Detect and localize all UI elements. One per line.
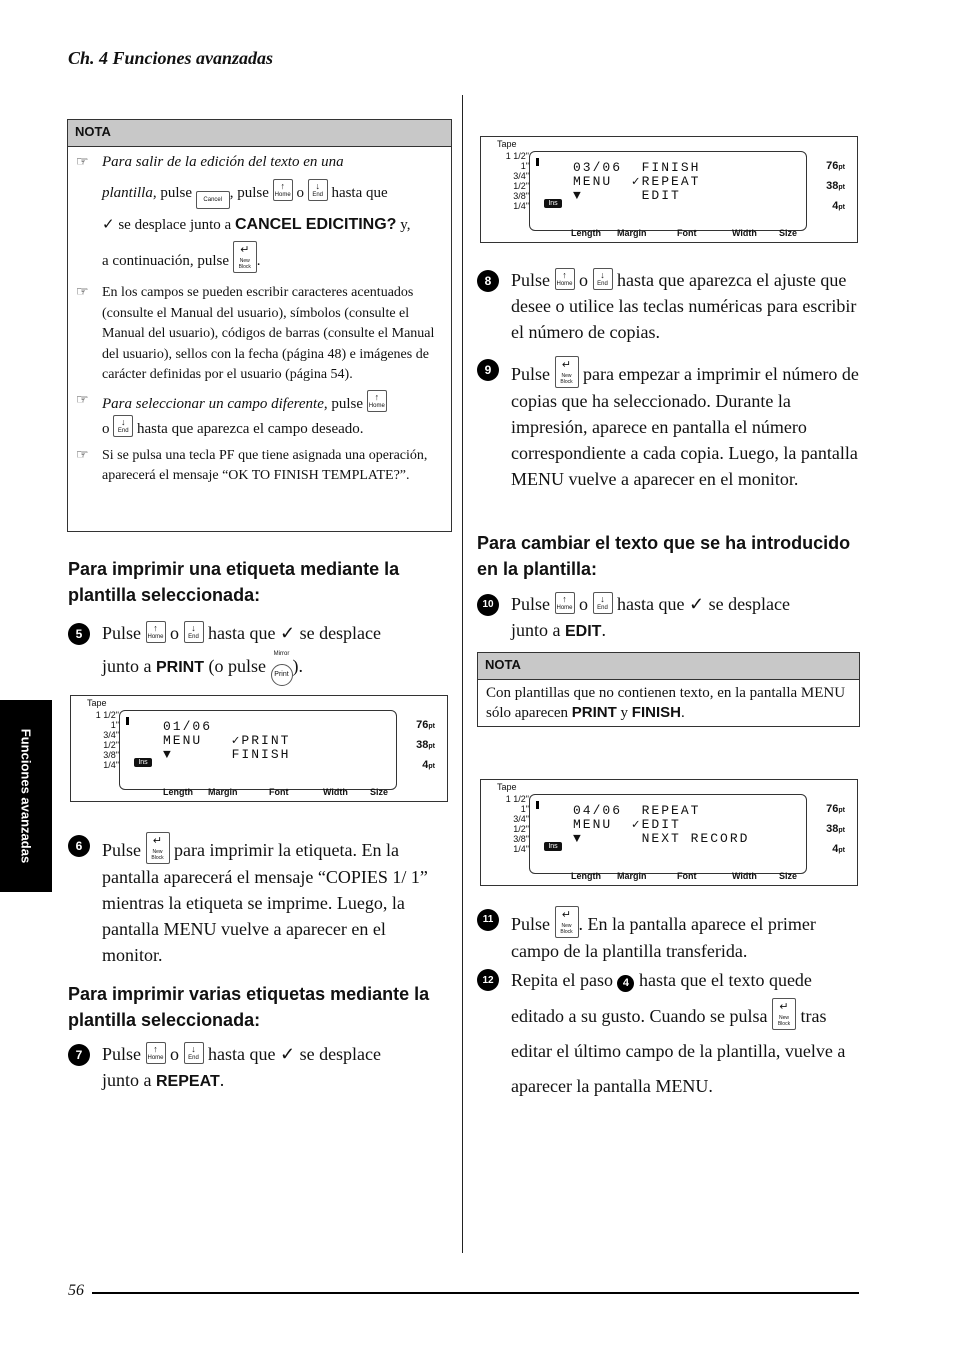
print-key-icon: Mirror Print bbox=[271, 664, 293, 686]
lcd-display-1 bbox=[70, 695, 448, 802]
lcd-indicators: Length Margin Font Width Size bbox=[571, 871, 798, 881]
new-block-key-icon: ↵ New Block bbox=[555, 906, 579, 938]
ins-indicator: Ins bbox=[544, 199, 562, 208]
home-key-icon: ↑ Home bbox=[555, 592, 575, 614]
hand-pointer-icon: ☞ bbox=[76, 155, 89, 170]
step-number: 12 bbox=[477, 969, 499, 991]
column-divider bbox=[462, 95, 463, 1253]
lcd-indicators: Length Margin Font Width Size bbox=[571, 228, 798, 238]
step-number: 5 bbox=[68, 623, 90, 645]
home-key-icon: ↑ Home bbox=[146, 1042, 166, 1064]
cursor-icon bbox=[126, 717, 129, 725]
step-10: 10 Pulse ↑ Home o ↓ End hasta que ✓ se desplace junto a EDIT. bbox=[477, 591, 860, 645]
step-number: 6 bbox=[68, 835, 90, 857]
ins-indicator: Ins bbox=[134, 758, 152, 767]
new-block-key-icon: ↵ New Block bbox=[146, 832, 170, 864]
step-number: 7 bbox=[68, 1044, 90, 1066]
tape-label: Tape bbox=[87, 698, 107, 708]
end-key-icon: ↓ End bbox=[184, 621, 204, 643]
lcd-indicators: Length Margin Font Width Size bbox=[163, 787, 389, 797]
chapter-header: Ch. 4 Funciones avanzadas bbox=[68, 48, 274, 68]
footer-rule bbox=[92, 1292, 859, 1294]
lcd-display-2 bbox=[480, 136, 858, 243]
lcd-screen bbox=[529, 794, 807, 874]
hand-pointer-icon: ☞ bbox=[76, 392, 89, 408]
step-number: 8 bbox=[477, 270, 499, 292]
new-block-key-icon: ↵ New Block bbox=[555, 356, 579, 388]
step-6: 6 Pulse ↵ New Block para imprimir la etiqueta. En la pantalla aparecerá el mensaje “COPIES 1/ 1” mientras la etiqueta se imprime. Luego, la pantalla MENU vuelve a aparecer en el monitor. bbox=[68, 832, 448, 968]
home-key-icon: ↑ Home bbox=[273, 179, 293, 201]
nota-item: ☞ En los campos se pueden escribir caracteres acentuados (consulte el Manual del usuario), símbolos (consulte el Manual del usuario), códigos de barras (consulte el Manual del usuario), sellos con la fecha (página 48) e imágenes de carácter definidas por el usuario (página 54). bbox=[76, 283, 441, 386]
page-number: 56 bbox=[68, 1282, 84, 1299]
step-8: 8 Pulse ↑ Home o ↓ End hasta que aparezca el ajuste que desee o utilice las teclas numéricas para escribir el número de copias. bbox=[477, 267, 860, 345]
lcd-display-3 bbox=[480, 779, 858, 886]
cancel-key-icon: Cancel bbox=[196, 191, 230, 209]
size-scale: 76pt 38pt 4pt bbox=[826, 803, 845, 855]
ins-indicator: Ins bbox=[544, 842, 562, 851]
nota-title: NOTA bbox=[478, 653, 859, 680]
cursor-icon bbox=[536, 801, 539, 809]
step-9: 9 Pulse ↵ New Block para empezar a imprimir el número de copias que ha seleccionado. Durante la impresión, aparece en pantalla el número correspondiente a cada copia. Luego, la pantalla MENU vuelve a aparecer en el monitor. bbox=[477, 356, 860, 492]
side-tab bbox=[0, 700, 52, 892]
new-block-key-icon: ↵ New Block bbox=[772, 998, 796, 1030]
nota-box-1 bbox=[67, 119, 452, 532]
step-number: 9 bbox=[477, 359, 499, 381]
nota-text: Con plantillas que no contienen texto, en la pantalla MENU sólo aparecen PRINT y FINISH. bbox=[486, 685, 846, 721]
section-heading: Para cambiar el texto que se ha introducido en la plantilla: bbox=[477, 533, 851, 580]
step-number: 10 bbox=[477, 594, 499, 616]
nota-box-2 bbox=[477, 652, 860, 727]
size-scale: 76pt 38pt 4pt bbox=[826, 160, 845, 212]
nota-title: NOTA bbox=[68, 120, 451, 147]
nota-item: ☞ Si se pulsa una tecla PF que tiene asignada una operación, aparecerá el mensaje “OK TO FINISH TEMPLATE?”. bbox=[76, 446, 441, 487]
lcd-screen bbox=[529, 151, 807, 231]
tape-widths: 1 1/2" 1" 3/4" 1/2" 3/8" 1/4" bbox=[505, 151, 529, 211]
new-block-key-icon: ↵ New Block bbox=[233, 241, 257, 273]
home-key-icon: ↑ Home bbox=[146, 621, 166, 643]
end-key-icon: ↓ End bbox=[308, 179, 328, 201]
step-11: 11 Pulse ↵ New Block . En la pantalla aparece el primer campo de la plantilla transferida. bbox=[477, 906, 860, 964]
lcd-screen bbox=[119, 710, 397, 790]
end-key-icon: ↓ End bbox=[184, 1042, 204, 1064]
step-7: 7 Pulse ↑ Home o ↓ End hasta que ✓ se desplace junto a REPEAT. bbox=[68, 1041, 448, 1095]
hand-pointer-icon: ☞ bbox=[76, 285, 89, 300]
tape-widths: 1 1/2" 1" 3/4" 1/2" 3/8" 1/4" bbox=[505, 794, 529, 854]
step-reference: 4 bbox=[617, 975, 634, 992]
end-key-icon: ↓ End bbox=[593, 592, 613, 614]
cursor-icon bbox=[536, 158, 539, 166]
home-key-icon: ↑ Home bbox=[555, 268, 575, 290]
step-12: 12 Repita el paso 4 hasta que el texto quede editado a su gusto. Cuando se pulsa ↵ New Block tras editar el último campo de la plantilla, vuelve a aparecer la pantalla MENU. bbox=[477, 963, 860, 1104]
step-number: 11 bbox=[477, 909, 499, 931]
end-key-icon: ↓ End bbox=[593, 268, 613, 290]
lcd-text: 03/06 FINISH MENU ✓REPEAT ▼ EDIT bbox=[573, 160, 701, 203]
tape-widths: 1 1/2" 1" 3/4" 1/2" 3/8" 1/4" bbox=[95, 710, 119, 770]
tape-label: Tape bbox=[497, 782, 517, 792]
step-5: 5 Pulse ↑ Home o ↓ End hasta que ✓ se desplace junto a PRINT (o pulse Mirror Print ). bbox=[68, 617, 448, 686]
section-heading: Para imprimir varias etiquetas mediante la plantilla seleccionada: bbox=[68, 984, 430, 1031]
side-tab-label: Funciones avanzadas bbox=[18, 728, 34, 864]
nota-item: ☞ Para salir de la edición del texto en una plantilla, pulse Cancel , pulse ↑ Home o ↓ End hasta que ✓ se desplace junto a CANCEL EDICITING? y, a continuación, pulse ↵ New Block . bbox=[76, 147, 441, 277]
section-heading: Para imprimir una etiqueta mediante la plantilla seleccionada: bbox=[68, 559, 400, 606]
nota-item: ☞ Para seleccionar un campo diferente, pulse ↑ Home o ↓ End hasta que aparezca el campo deseado. bbox=[76, 390, 441, 440]
tape-label: Tape bbox=[497, 139, 517, 149]
lcd-text: 01/06 MENU ✓PRINT ▼ FINISH bbox=[163, 719, 291, 762]
end-key-icon: ↓ End bbox=[113, 415, 133, 437]
lcd-text: 04/06 REPEAT MENU ✓EDIT ▼ NEXT RECORD bbox=[573, 803, 750, 846]
home-key-icon: ↑ Home bbox=[367, 390, 387, 412]
size-scale: 76pt 38pt 4pt bbox=[416, 719, 435, 771]
hand-pointer-icon: ☞ bbox=[76, 447, 89, 463]
